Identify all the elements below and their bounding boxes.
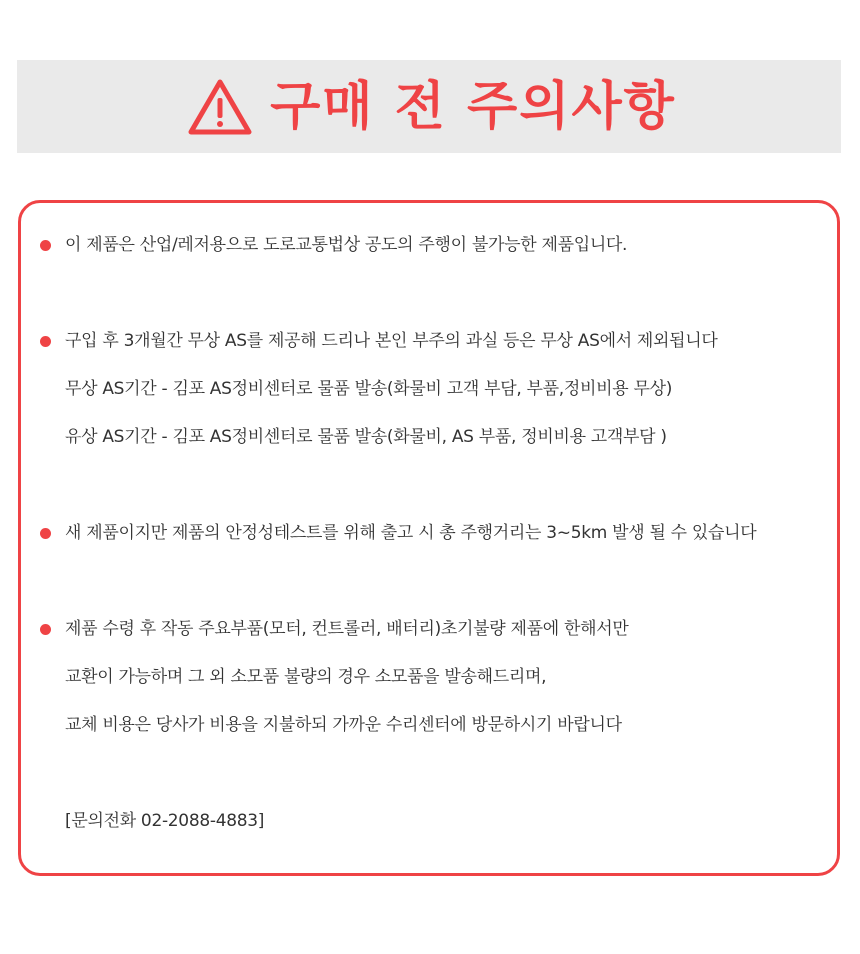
notice-4-line-1: 제품 수령 후 작동 주요부품(모터, 컨트롤러, 배터리)초기불량 제품에 한해서만 [65, 619, 629, 639]
bullet-2 [40, 336, 51, 347]
warning-triangle-icon [188, 78, 252, 136]
notice-2-line-2: 무상 AS기간 - 김포 AS정비센터로 물품 발송(화물비 고객 부담, 부품,정비비용 무상) [65, 379, 673, 399]
page-title: 구매 전 주의사항 [270, 76, 676, 137]
notice-box [18, 200, 840, 876]
bullet-1 [40, 240, 51, 251]
notice-3-line-1: 새 제품이지만 제품의 안정성테스트를 위해 출고 시 총 주행거리는 3~5km 발생 될 수 있습니다 [65, 523, 757, 543]
notice-1-line-1: 이 제품은 산업/레저용으로 도로교통법상 공도의 주행이 불가능한 제품입니다. [65, 235, 628, 255]
notice-2-line-1: 구입 후 3개월간 무상 AS를 제공해 드리나 본인 부주의 과실 등은 무상 AS에서 제외됩니다 [65, 331, 718, 351]
bullet-4 [40, 624, 51, 635]
notice-2-line-3: 유상 AS기간 - 김포 AS정비센터로 물품 발송(화물비, AS 부품, 정비비용 고객부담 ) [65, 427, 667, 447]
header-content [188, 78, 676, 136]
bullet-3 [40, 528, 51, 539]
notice-header [17, 60, 841, 153]
notice-4-line-2: 교환이 가능하며 그 외 소모품 불량의 경우 소모품을 발송해드리며, [65, 667, 547, 687]
contact-phone: [문의전화 02-2088-4883] [65, 811, 265, 831]
notice-4-line-3: 교체 비용은 당사가 비용을 지불하되 가까운 수리센터에 방문하시기 바랍니다 [65, 715, 622, 735]
